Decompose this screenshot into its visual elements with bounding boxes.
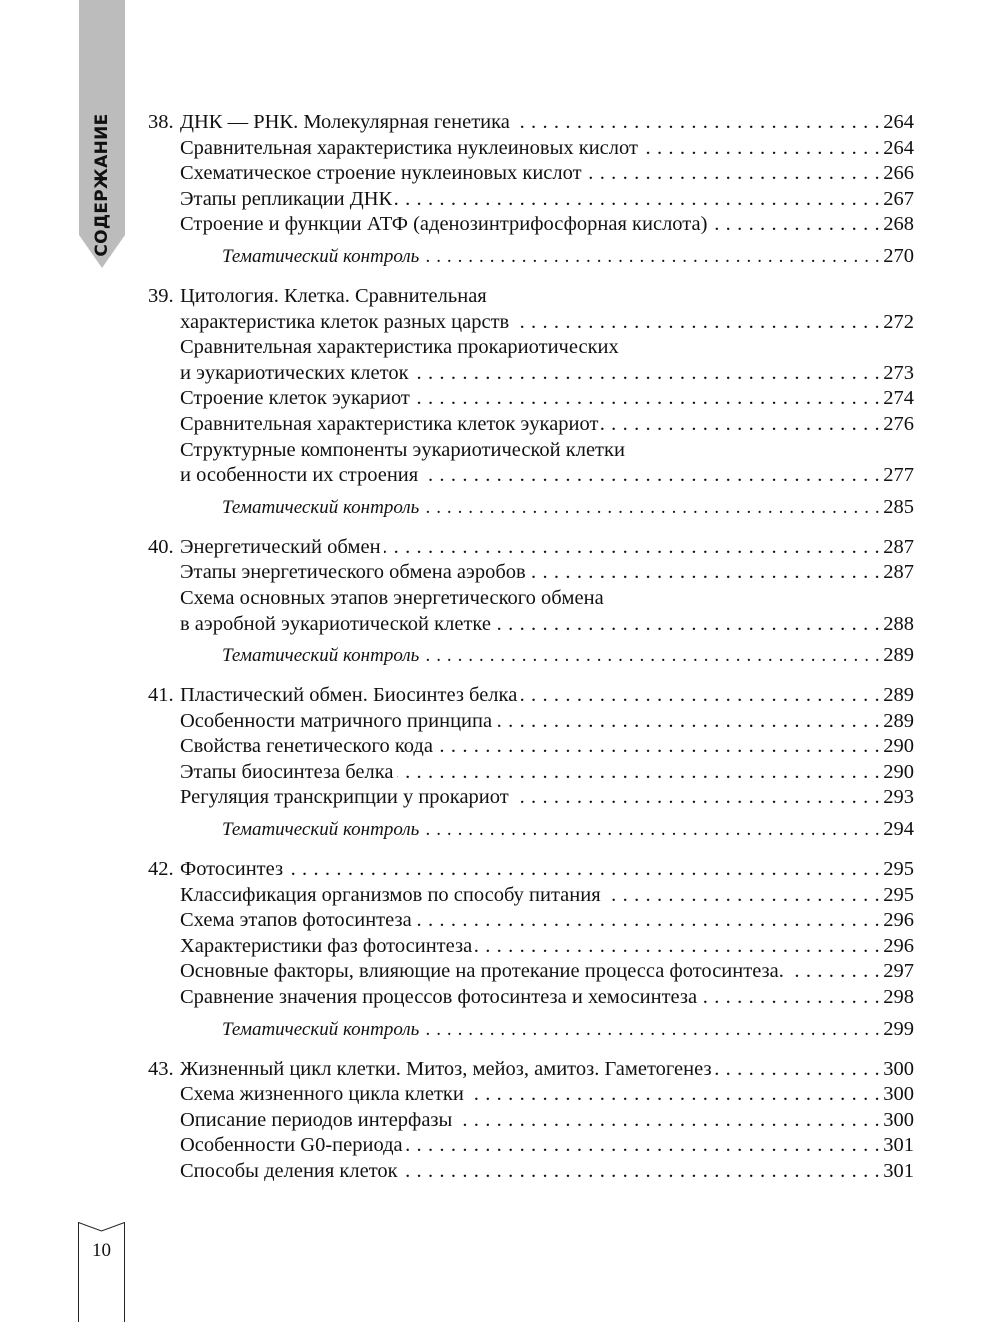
dot-leader — [641, 136, 880, 162]
indent — [148, 1082, 180, 1108]
indent — [148, 463, 180, 489]
entry-page: 300 — [883, 1108, 914, 1131]
dot-leader — [455, 1108, 880, 1134]
indent — [148, 1108, 180, 1134]
indent — [148, 438, 180, 464]
dot-leader — [700, 985, 880, 1011]
dot-leader — [412, 361, 881, 387]
dot-leader — [601, 412, 880, 438]
entry-title: Тематический контроль — [222, 819, 420, 841]
entry-number: 39. — [148, 284, 174, 307]
entry-number: 41. — [148, 684, 174, 707]
indent — [148, 310, 180, 336]
dot-leader — [422, 495, 880, 521]
indent — [148, 161, 180, 187]
dot-leader — [604, 883, 881, 909]
dot-leader — [710, 212, 880, 238]
dot-leader — [436, 734, 880, 760]
toc-line — [148, 934, 914, 960]
indent — [148, 959, 180, 985]
entry-page: 296 — [883, 934, 914, 957]
entry-page: 276 — [883, 412, 914, 435]
entry-page: 285 — [883, 495, 914, 518]
toc-line — [148, 612, 914, 638]
toc-line — [148, 1057, 914, 1083]
indent — [148, 187, 180, 213]
toc-entry[interactable] — [148, 212, 914, 238]
entry-title: Сравнительная характеристика нуклеиновых кислот — [180, 136, 638, 159]
dot-leader — [513, 110, 880, 136]
toc-line — [148, 412, 914, 438]
entry-page: 270 — [883, 244, 914, 267]
entry-page: 289 — [883, 709, 914, 732]
toc-line — [148, 857, 914, 883]
toc-line — [148, 335, 914, 361]
indent — [148, 244, 222, 270]
dot-leader — [406, 1133, 881, 1159]
entry-title: Тематический контроль — [222, 245, 420, 267]
entry-page: 264 — [883, 111, 914, 133]
toc-entry[interactable] — [148, 335, 914, 386]
toc-section — [148, 110, 914, 270]
entry-page: 287 — [883, 535, 914, 558]
entry-number: 42. — [148, 858, 174, 881]
toc-entry[interactable] — [148, 161, 914, 187]
toc-line — [148, 310, 914, 336]
entry-title: Фотосинтез — [180, 858, 284, 881]
toc-line — [148, 438, 914, 464]
entry-title: Способы деления клеток — [180, 1160, 398, 1182]
entry-title: Характеристики фаз фотосинтеза — [180, 934, 473, 957]
indent — [148, 495, 222, 521]
indent — [148, 412, 180, 438]
dot-leader — [397, 760, 881, 786]
toc-entry[interactable] — [148, 412, 914, 438]
toc-line — [148, 883, 914, 909]
entry-page: 274 — [883, 387, 914, 410]
toc-line — [148, 535, 914, 561]
entry-page: 295 — [883, 858, 914, 881]
dot-leader — [475, 934, 880, 960]
entry-page: 289 — [883, 684, 914, 707]
entry-title: Цитология. Клетка. Сравнительная — [180, 284, 487, 307]
entry-page: 268 — [883, 213, 914, 236]
indent — [148, 361, 180, 387]
entry-page: 297 — [883, 960, 914, 983]
indent — [148, 643, 222, 669]
toc-entry[interactable] — [148, 1133, 914, 1159]
entry-title: ДНК — РНК. Молекулярная генетика — [180, 111, 510, 133]
entry-title: Схема жизненного цикла клетки — [180, 1083, 464, 1106]
toc-entry[interactable] — [148, 1057, 914, 1083]
dot-leader — [520, 683, 880, 709]
indent — [148, 586, 180, 612]
entry-title: Сравнительная характеристика прокариотических — [180, 336, 619, 359]
toc-entry[interactable] — [148, 187, 914, 213]
page-number-box — [78, 1222, 125, 1322]
indent — [148, 1133, 180, 1159]
toc-line — [148, 959, 914, 985]
entry-title: Этапы репликации ДНК — [180, 187, 393, 210]
entry-title: Схема этапов фотосинтеза — [180, 909, 412, 932]
entry-title: Основные факторы, влияющие на протекание процесса фотосинтеза. — [180, 960, 784, 983]
entry-title: характеристика клеток разных царств — [180, 310, 510, 333]
toc-line — [148, 1082, 914, 1108]
entry-page: 294 — [883, 818, 914, 841]
page-number-frame — [78, 1222, 125, 1322]
entry-page: 289 — [883, 644, 914, 667]
toc-line — [148, 284, 914, 310]
indent — [148, 386, 180, 412]
dot-leader — [494, 612, 880, 638]
toc-line — [148, 386, 914, 412]
entry-title: Схематическое строение нуклеиновых кислот — [180, 162, 582, 185]
entry-title: и особенности их строения — [180, 464, 419, 487]
toc-entry[interactable] — [148, 284, 914, 335]
entry-title: Энергетический обмен — [180, 535, 381, 558]
indent — [148, 934, 180, 960]
toc-line — [148, 683, 914, 709]
toc-entry[interactable] — [148, 985, 914, 1011]
toc-entry[interactable] — [148, 495, 914, 521]
dot-leader — [415, 908, 881, 934]
dot-leader — [495, 709, 880, 735]
dot-leader — [529, 560, 881, 586]
toc-entry[interactable] — [148, 908, 914, 934]
entry-title: Описание периодов интерфазы — [180, 1108, 453, 1131]
toc-line — [148, 1017, 914, 1043]
toc-entry[interactable] — [148, 934, 914, 960]
entry-page: 295 — [883, 883, 914, 906]
section-tab-label: СОДЕРЖАНИЕ — [92, 113, 112, 257]
entry-page: 300 — [883, 1083, 914, 1106]
entry-title: Особенности матричного принципа — [180, 709, 493, 732]
toc-line — [148, 985, 914, 1011]
indent — [148, 560, 180, 586]
dot-leader — [422, 244, 880, 270]
entry-page: 301 — [883, 1160, 914, 1182]
toc-section — [148, 857, 914, 1043]
toc-entry[interactable] — [148, 136, 914, 162]
toc-entry[interactable] — [148, 683, 914, 709]
toc-section — [148, 683, 914, 843]
entry-number: 38. — [148, 111, 174, 133]
toc-entry[interactable] — [148, 817, 914, 843]
toc-section — [148, 535, 914, 669]
toc-line — [148, 110, 914, 136]
indent — [148, 1159, 180, 1185]
toc-line — [148, 734, 914, 760]
entry-title: Особенности G0-периода — [180, 1134, 403, 1157]
indent — [148, 985, 180, 1011]
entry-title: Тематический контроль — [222, 1018, 420, 1040]
indent — [148, 335, 180, 361]
toc-entry[interactable] — [148, 438, 914, 489]
toc-entry[interactable] — [148, 785, 914, 811]
toc-line — [148, 495, 914, 521]
entry-page: 296 — [883, 909, 914, 932]
page-number: 10 — [92, 1240, 111, 1261]
toc-entry[interactable] — [148, 386, 914, 412]
entry-title: Этапы энергетического обмена аэробов — [180, 561, 526, 584]
entry-page: 273 — [883, 361, 914, 384]
dot-leader — [413, 386, 880, 412]
entry-title: Жизненный цикл клетки. Митоз, мейоз, амитоз. Гаметогенез — [180, 1057, 712, 1080]
indent — [148, 212, 180, 238]
indent — [148, 136, 180, 162]
entry-page: 264 — [883, 136, 914, 159]
entry-title: Классификация организмов по способу питания — [180, 883, 601, 906]
toc-entry[interactable] — [148, 734, 914, 760]
entry-page: 298 — [883, 986, 914, 1009]
toc-line — [148, 643, 914, 669]
indent — [148, 612, 180, 638]
toc-line — [148, 361, 914, 387]
indent — [148, 734, 180, 760]
dot-leader — [422, 817, 880, 843]
toc-entry[interactable] — [148, 1017, 914, 1043]
dot-leader — [395, 187, 880, 213]
toc-line — [148, 586, 914, 612]
entry-title: Структурные компоненты эукариотической клетки — [180, 438, 625, 461]
entry-title: Этапы биосинтеза белка — [180, 760, 394, 783]
entry-title: Строение и функции АТФ (аденозинтрифосфорная кислота) — [180, 213, 708, 236]
dot-leader — [585, 161, 881, 187]
toc-line — [148, 187, 914, 213]
toc-line — [148, 560, 914, 586]
entry-page: 287 — [883, 561, 914, 584]
entry-page: 299 — [883, 1017, 914, 1040]
toc-line — [148, 1108, 914, 1134]
entry-title: Тематический контроль — [222, 645, 420, 667]
toc-entry[interactable] — [148, 959, 914, 985]
toc-entry[interactable] — [148, 560, 914, 586]
entry-page: 301 — [883, 1134, 914, 1157]
toc-line — [148, 760, 914, 786]
toc-entry[interactable] — [148, 244, 914, 270]
entry-page: 300 — [883, 1057, 914, 1080]
toc-entry[interactable] — [148, 110, 914, 136]
toc-entry[interactable] — [148, 643, 914, 669]
toc-entry[interactable] — [148, 1159, 914, 1185]
toc-line — [148, 161, 914, 187]
entry-title: и эукариотических клеток — [180, 361, 409, 384]
toc-line — [148, 1133, 914, 1159]
entry-title: Регуляция транскрипции у прокариот — [180, 786, 509, 809]
toc-line — [148, 709, 914, 735]
dot-leader — [421, 463, 880, 489]
indent — [148, 1017, 222, 1043]
entry-title: Тематический контроль — [222, 496, 420, 518]
entry-title: Сравнительная характеристика клеток эукариот — [180, 412, 599, 435]
entry-title: Сравнение значения процессов фотосинтеза и хемосинтеза — [180, 986, 698, 1009]
toc-line — [148, 244, 914, 270]
toc-entry[interactable] — [148, 1108, 914, 1134]
dot-leader — [512, 310, 880, 336]
entry-page: 267 — [883, 187, 914, 210]
dot-leader — [467, 1082, 880, 1108]
toc-section — [148, 1057, 914, 1185]
entry-page: 290 — [883, 760, 914, 783]
entry-title: Строение клеток эукариот — [180, 387, 410, 410]
toc-section — [148, 284, 914, 521]
dot-leader — [512, 785, 881, 811]
entry-page: 288 — [883, 612, 914, 635]
entry-title: в аэробной эукариотической клетке — [180, 612, 491, 635]
toc-line — [148, 136, 914, 162]
dot-leader — [286, 857, 880, 883]
entry-number: 43. — [148, 1057, 174, 1080]
toc-entry[interactable] — [148, 1082, 914, 1108]
toc-entry[interactable] — [148, 857, 914, 883]
entry-number: 40. — [148, 535, 174, 558]
entry-page: 277 — [883, 464, 914, 487]
toc-line — [148, 212, 914, 238]
indent — [148, 785, 180, 811]
entry-title: Схема основных этапов энергетического обмена — [180, 586, 604, 609]
entry-page: 293 — [883, 786, 914, 809]
dot-leader — [787, 959, 880, 985]
entry-page: 290 — [883, 735, 914, 758]
toc-line — [148, 1159, 914, 1185]
toc-line — [148, 817, 914, 843]
toc-entry[interactable] — [148, 760, 914, 786]
entry-page: 272 — [883, 310, 914, 333]
dot-leader — [422, 1017, 880, 1043]
dot-leader — [401, 1159, 881, 1185]
entry-page: 266 — [883, 162, 914, 185]
toc-entry[interactable] — [148, 586, 914, 637]
indent — [148, 709, 180, 735]
entry-title: Пластический обмен. Биосинтез белка — [180, 684, 518, 707]
entry-title: Свойства генетического кода — [180, 735, 433, 758]
dot-leader — [422, 643, 880, 669]
toc-line — [148, 463, 914, 489]
indent — [148, 817, 222, 843]
dot-leader — [715, 1057, 881, 1083]
toc-entry[interactable] — [148, 883, 914, 909]
toc-entry[interactable] — [148, 709, 914, 735]
dot-leader — [384, 535, 881, 561]
indent — [148, 908, 180, 934]
indent — [148, 883, 180, 909]
toc-entry[interactable] — [148, 535, 914, 561]
toc-line — [148, 785, 914, 811]
table-of-contents — [148, 110, 914, 1199]
toc-line — [148, 908, 914, 934]
indent — [148, 760, 180, 786]
